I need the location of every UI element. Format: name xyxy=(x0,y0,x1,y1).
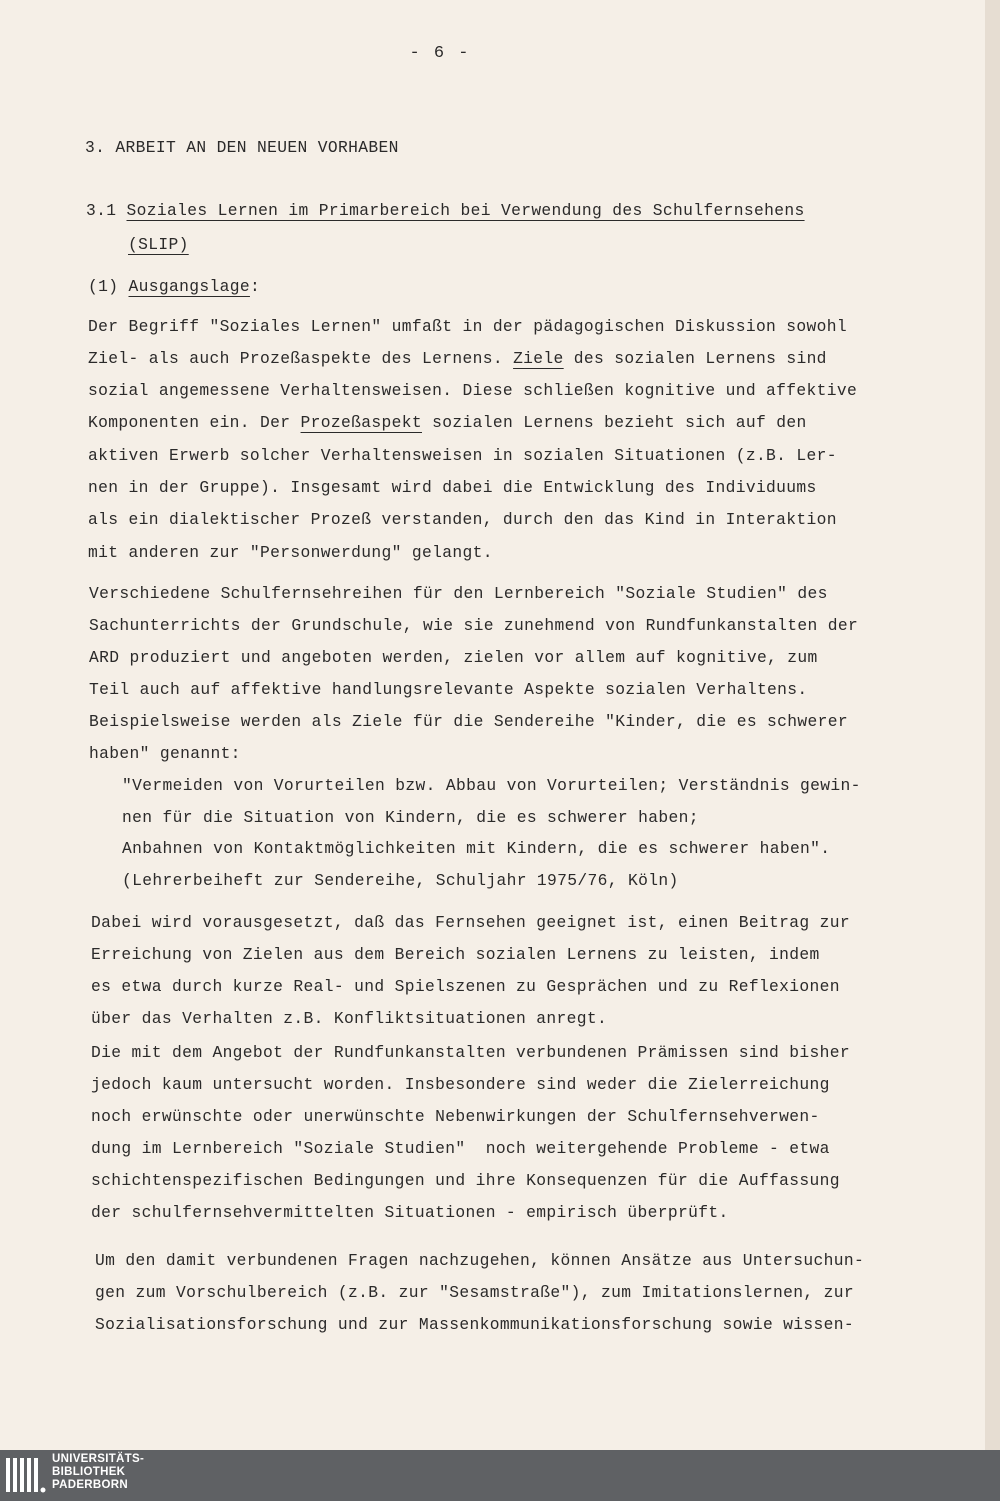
text-line: der schulfernsehvermittelten Situationen - empirisch überprüft. xyxy=(91,1203,729,1222)
text-line: Verschiedene Schulfernsehreihen für den Lernbereich "Soziale Studien" des xyxy=(89,584,828,603)
emphasis-ziele: Ziele xyxy=(513,349,564,368)
text-line: haben" genannt: xyxy=(89,744,241,763)
library-name-line: UNIVERSITÄTS- xyxy=(52,1453,145,1465)
section-heading: 3. ARBEIT AN DEN NEUEN VORHABEN xyxy=(85,138,399,157)
text-line: aktiven Erwerb solcher Verhaltensweisen in sozialen Situationen (z.B. Ler- xyxy=(88,446,837,465)
text-line: Sachunterrichts der Grundschule, wie sie zunehmend von Rundfunkanstalten der xyxy=(89,616,859,635)
page-number: - 6 - xyxy=(409,44,471,63)
subsection-heading xyxy=(86,201,805,220)
text-line: Um den damit verbundenen Fragen nachzugehen, können Ansätze aus Untersuchun- xyxy=(95,1251,865,1270)
subsubsection-number: (1) xyxy=(88,277,119,296)
text-line: es etwa durch kurze Real- und Spielszenen zu Gesprächen und zu Reflexionen xyxy=(91,977,840,996)
text-line: nen in der Gruppe). Insgesamt wird dabei die Entwicklung des Individuums xyxy=(88,478,817,497)
text-line: noch erwünschte oder unerwünschte Nebenwirkungen der Schulfernsehverwen- xyxy=(91,1107,820,1126)
quote-citation: (Lehrerbeiheft zur Sendereihe, Schuljahr 1975/76, Köln) xyxy=(122,871,679,890)
emphasis-prozessaspekt: Prozeßaspekt xyxy=(300,413,422,432)
text-line: Beispielsweise werden als Ziele für die Sendereihe "Kinder, die es schwerer xyxy=(89,712,849,731)
library-name xyxy=(52,1453,144,1492)
text-line: ARD produziert und angeboten werden, zielen vor allem auf kognitive, zum xyxy=(89,648,818,667)
text-line: dung im Lernbereich "Soziale Studien" noch weitergehende Probleme - etwa xyxy=(91,1139,830,1158)
library-name-line: BIBLIOTHEK xyxy=(52,1466,126,1478)
text-span: sozialen Lernens bezieht sich auf den xyxy=(432,413,807,432)
text-line: Erreichung von Zielen aus dem Bereich sozialen Lernens zu leisten, indem xyxy=(91,945,820,964)
library-logo-icon xyxy=(6,1456,46,1496)
subsubsection-suffix: : xyxy=(249,277,261,296)
subsection-title: Soziales Lernen im Primarbereich bei Verwendung des Schulfernsehens xyxy=(126,201,805,220)
text-line: gen zum Vorschulbereich (z.B. zur "Sesamstraße"), zum Imitationslernen, zur xyxy=(95,1283,855,1302)
library-footer-bar xyxy=(0,1450,1000,1501)
quote-line: "Vermeiden von Vorurteilen bzw. Abbau von Vorurteilen; Verständnis gewin- xyxy=(122,776,861,795)
text-line: als ein dialektischer Prozeß verstanden, durch den das Kind in Interaktion xyxy=(88,510,837,529)
text-line: schichtenspezifischen Bedingungen und ihre Konsequenzen für die Auffassung xyxy=(91,1171,840,1190)
quote-line: nen für die Situation von Kindern, die es schwerer haben; xyxy=(122,808,699,827)
subsubsection-heading xyxy=(88,277,260,296)
text-line: jedoch kaum untersucht worden. Insbesondere sind weder die Zielerreichung xyxy=(91,1075,830,1094)
text-line xyxy=(88,413,807,432)
text-span: Komponenten ein. Der xyxy=(88,413,291,432)
subsection-title-2: (SLIP) xyxy=(128,235,189,254)
quote-line: Anbahnen von Kontaktmöglichkeiten mit Kindern, die es schwerer haben". xyxy=(122,839,831,858)
text-line: mit anderen zur "Personwerdung" gelangt. xyxy=(88,543,493,562)
subsection-number: 3.1 xyxy=(86,201,117,220)
text-span: des sozialen Lernens sind xyxy=(573,349,827,368)
text-line: Dabei wird vorausgesetzt, daß das Fernsehen geeignet ist, einen Beitrag zur xyxy=(91,913,851,932)
text-line: über das Verhalten z.B. Konfliktsituationen anregt. xyxy=(91,1009,608,1028)
subsection-title-cont xyxy=(128,235,189,254)
library-name-line: PADERBORN xyxy=(52,1479,128,1491)
text-span: Ziel- als auch Prozeßaspekte des Lernens. xyxy=(88,349,503,368)
page-edge xyxy=(985,0,1000,1450)
text-line: sozial angemessene Verhaltensweisen. Diese schließen kognitive und affektive xyxy=(88,381,858,400)
text-line xyxy=(88,349,827,368)
subsubsection-title: Ausgangslage xyxy=(128,277,250,296)
text-line: Der Begriff "Soziales Lernen" umfaßt in der pädagogischen Diskussion sowohl xyxy=(88,317,848,336)
text-line: Sozialisationsforschung und zur Massenkommunikationsforschung sowie wissen- xyxy=(95,1315,855,1334)
text-line: Die mit dem Angebot der Rundfunkanstalten verbundenen Prämissen sind bisher xyxy=(91,1043,851,1062)
text-line: Teil auch auf affektive handlungsrelevante Aspekte sozialen Verhaltens. xyxy=(89,680,808,699)
